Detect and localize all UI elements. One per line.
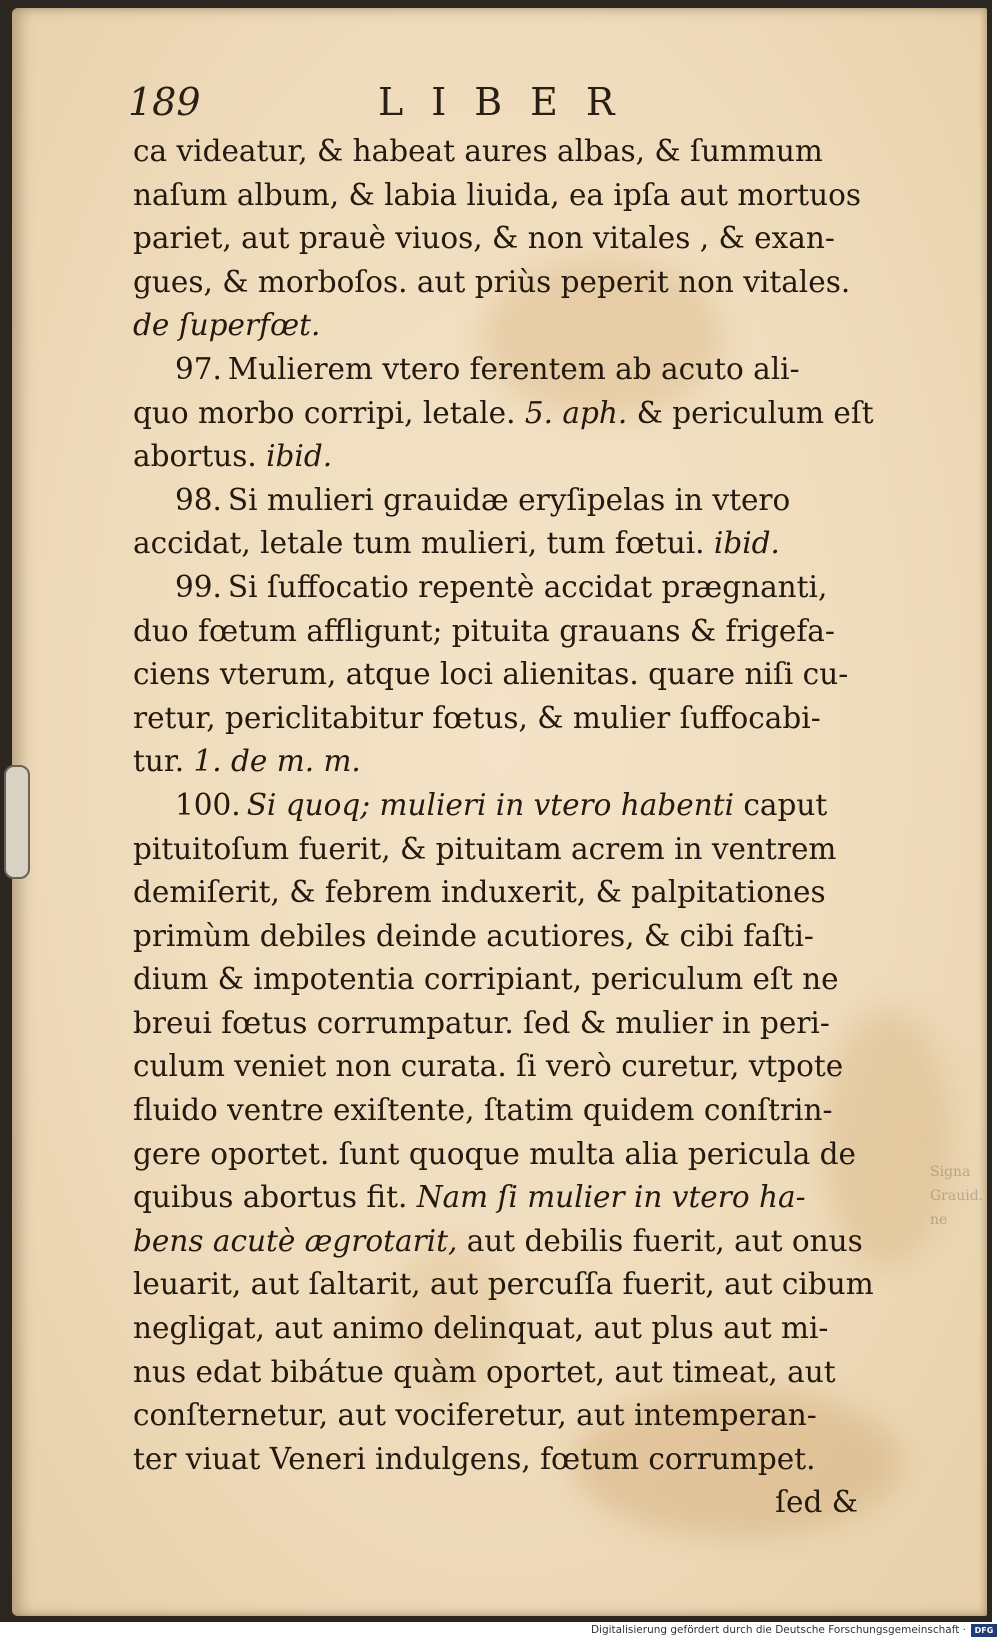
text-line: [133, 828, 858, 872]
text-line: [133, 697, 858, 741]
text-line: [133, 1133, 858, 1177]
text-line: [133, 217, 858, 261]
text-line: [133, 479, 858, 523]
book-clasp-icon: [4, 765, 30, 879]
text-segment: pariet, aut prauè viuos, & non vitales , & exan-: [133, 221, 835, 256]
text-line: [133, 1176, 858, 1220]
text-line: [133, 435, 858, 479]
text-line: [133, 653, 858, 697]
text-segment: caput: [734, 787, 828, 822]
aphorism-number: 98.: [175, 482, 222, 517]
text-segment: ter viuat Veneri indulgens, fœtum corrumpet.: [133, 1441, 816, 1476]
text-line: [133, 1263, 874, 1307]
bleed-through-word: Grauid.: [930, 1188, 984, 1204]
text-segment: Si ſuffocatio repentè accidat prægnanti,: [227, 569, 828, 604]
text-line: [133, 1307, 858, 1351]
dfg-logo-icon: DFG: [971, 1624, 997, 1637]
text-segment: culum veniet non curata. ſi verò curetur, vtpote: [133, 1049, 844, 1084]
text-segment: ca videatur, & habeat aures albas, & ſummum: [133, 134, 823, 168]
bleed-through-text: [930, 1160, 984, 1310]
text-segment: dium & impotentia corripiant, periculum eſt ne: [133, 962, 839, 997]
citation-reference: Nam ſi mulier in vtero ha-: [416, 1180, 806, 1215]
text-segment: conſternetur, aut vociferetur, aut intemperan-: [133, 1398, 817, 1433]
text-segment: negligat, aut animo delinquat, aut plus aut mi-: [133, 1311, 829, 1346]
text-segment: nus edat bibátue quàm oportet, aut timeat, aut: [133, 1354, 836, 1389]
text-segment: duo fœtum affligunt; pituita grauans & frigefa-: [133, 613, 835, 648]
text-segment: retur, periclitabitur fœtus, & mulier ſuffocabi-: [133, 700, 821, 735]
text-segment: quo morbo corripi, letale.: [133, 395, 525, 430]
text-segment: tur.: [133, 744, 194, 779]
text-segment: gere oportet. ſunt quoque multa alia pericula de: [133, 1136, 857, 1171]
text-segment: Mulierem vtero ferentem ab acuto ali-: [227, 351, 800, 386]
text-segment: pituitoſum fuerit, & pituitam acrem in ventrem: [133, 831, 837, 866]
text-segment: naſum album, & labia liuida, ea ipſa aut mortuos: [133, 177, 861, 212]
citation-reference: de ſuperfœt.: [133, 308, 321, 343]
text-line: [133, 392, 874, 436]
text-line: [133, 174, 861, 218]
italic-quotation: Si quoq; mulieri in vtero habenti: [246, 787, 735, 822]
aphorism-number: 99.: [175, 569, 222, 604]
text-line: [133, 1351, 858, 1395]
text-line: [133, 784, 858, 828]
citation-reference: 5. aph.: [524, 395, 628, 430]
text-segment: demiſerit, & febrem induxerit, & palpitationes: [133, 875, 826, 910]
bleed-through-word: ne: [930, 1212, 948, 1228]
text-line: [133, 261, 858, 305]
text-line: [133, 130, 858, 174]
page-number: 189: [128, 80, 201, 124]
text-segment: & periculum eſt: [627, 395, 874, 430]
text-segment: Si mulieri grauidæ eryſipelas in vtero: [227, 482, 791, 517]
text-line: [133, 1481, 858, 1525]
text-segment: gues, & morboſos. aut priùs peperit non vitales.: [133, 264, 851, 299]
digitization-credit: Digitalisierung gefördert durch die Deutsche Forschungsgemeinschaft ·: [590, 1624, 966, 1636]
text-line: [133, 304, 858, 348]
text-segment: breui fœtus corrumpatur. ſed & mulier in peri-: [133, 1005, 830, 1040]
aphorism-number: 97.: [175, 351, 222, 386]
text-line: [133, 1394, 858, 1438]
citation-reference: 1. de m. m.: [193, 744, 361, 779]
text-line: [133, 740, 858, 784]
text-segment: leuarit, aut ſaltarit, aut percuſſa fuerit, aut cibum: [133, 1267, 874, 1302]
text-line: [133, 348, 858, 392]
text-line: [133, 958, 858, 1002]
citation-reference: ibid.: [713, 526, 780, 561]
text-line: [133, 915, 858, 959]
text-line: [133, 1002, 858, 1046]
text-segment: accidat, letale tum mulieri, tum fœtui.: [133, 526, 714, 561]
text-line: [133, 522, 858, 566]
text-segment: fluido ventre exiſtente, ſtatim quidem conſtrin-: [133, 1093, 833, 1128]
text-segment: abortus.: [133, 439, 267, 474]
bleed-through-word: Signa: [930, 1164, 971, 1180]
text-segment: ciens vterum, atque loci alienitas. quare niſi cu-: [133, 657, 849, 692]
text-line: [133, 610, 858, 654]
text-segment: primùm debiles deinde acutiores, & cibi faſti-: [133, 918, 814, 953]
text-line: [133, 566, 858, 610]
text-line: [133, 1045, 858, 1089]
body-text: [133, 130, 874, 1525]
aphorism-number: 100.: [175, 787, 241, 822]
text-line: [133, 871, 858, 915]
text-line: [133, 1438, 858, 1482]
text-line: [133, 1220, 863, 1264]
running-head: LIBER: [378, 80, 643, 124]
text-segment: aut debilis fuerit, aut onus: [457, 1223, 863, 1258]
text-line: [133, 1089, 858, 1133]
text-segment: ſed &: [775, 1485, 858, 1520]
citation-reference: ibid.: [266, 439, 333, 474]
text-segment: quibus abortus fit.: [133, 1180, 417, 1215]
italic-quotation: bens acutè ægrotarit,: [133, 1223, 458, 1258]
